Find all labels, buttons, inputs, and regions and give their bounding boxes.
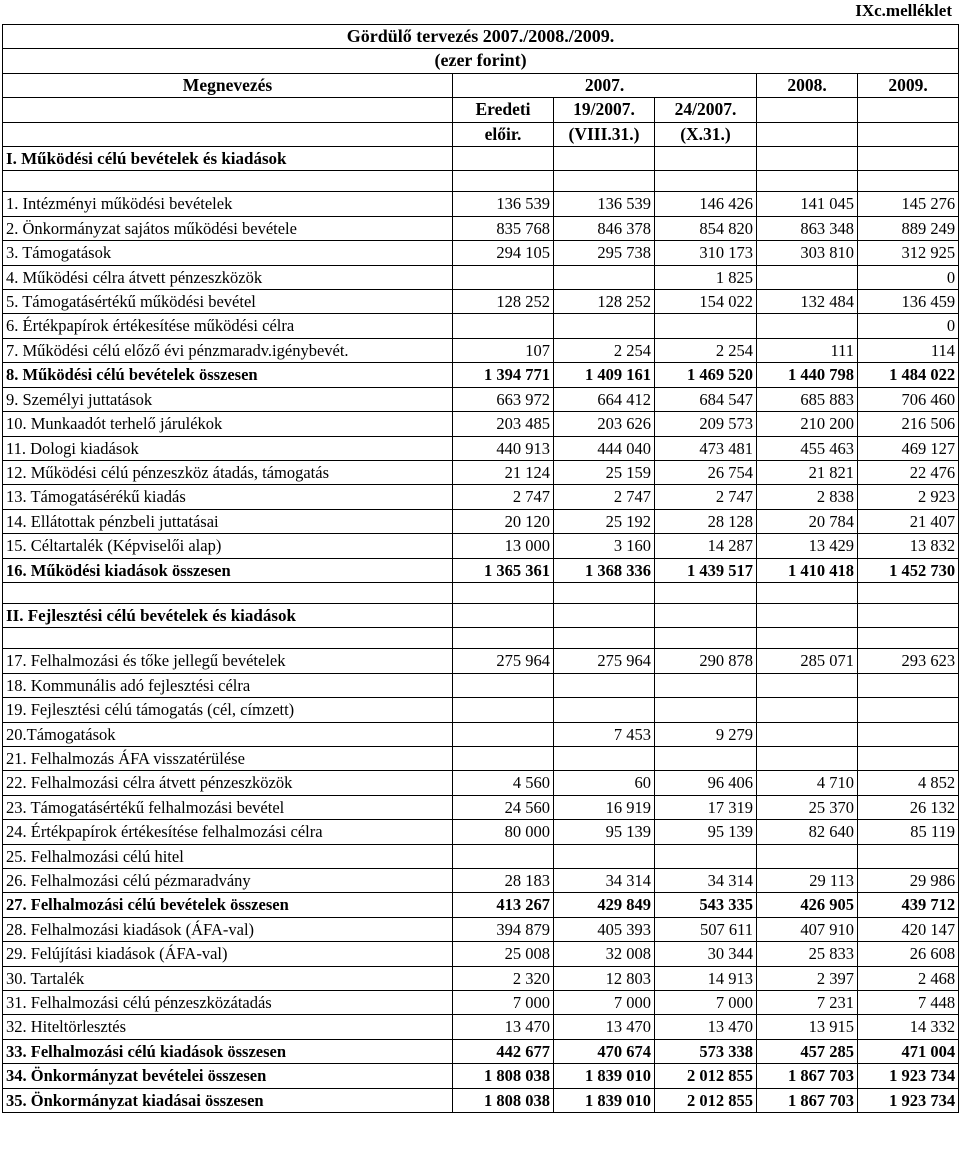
row-value: 1 439 517 (655, 558, 757, 582)
row-value: 95 139 (655, 820, 757, 844)
table-row (3, 820, 959, 844)
unit-label: (ezer forint) (3, 49, 959, 73)
row-value: 114 (858, 338, 959, 362)
row-value: 13 000 (453, 534, 554, 558)
row-label: 18. Kommunális adó fejlesztési célra (3, 673, 453, 697)
row-value: 7 000 (453, 991, 554, 1015)
row-label: 11. Dologi kiadások (3, 436, 453, 460)
row-value: 2 254 (554, 338, 655, 362)
row-value: 145 276 (858, 192, 959, 216)
row-label: 22. Felhalmozási célra átvett pénzeszközök (3, 771, 453, 795)
row-value: 664 412 (554, 387, 655, 411)
row-label: 19. Fejlesztési célú támogatás (cél, címzett) (3, 698, 453, 722)
row-value: 275 964 (453, 649, 554, 673)
table-row (3, 1039, 959, 1063)
row-value: 4 710 (757, 771, 858, 795)
row-value: 28 183 (453, 869, 554, 893)
table-row (3, 509, 959, 533)
row-value: 28 128 (655, 509, 757, 533)
row-value (757, 722, 858, 746)
row-value: 685 883 (757, 387, 858, 411)
row-value: 394 879 (453, 917, 554, 941)
table-row (3, 795, 959, 819)
header-year-2009: 2009. (858, 73, 959, 97)
row-value: 294 105 (453, 241, 554, 265)
row-value: 285 071 (757, 649, 858, 673)
row-value: 1 452 730 (858, 558, 959, 582)
row-label: 7. Működési célú előző évi pénzmaradv.igénybevét. (3, 338, 453, 362)
row-value: 1 409 161 (554, 363, 655, 387)
row-value (554, 844, 655, 868)
section-1-title: I. Működési célú bevételek és kiadások (3, 147, 453, 171)
row-value (655, 844, 757, 868)
row-value: 21 407 (858, 509, 959, 533)
row-value: 25 008 (453, 942, 554, 966)
row-value: 1 867 703 (757, 1064, 858, 1088)
table-row (3, 1088, 959, 1112)
header-mod2-2: (X.31.) (655, 122, 757, 146)
row-value: 293 623 (858, 649, 959, 673)
row-value: 141 045 (757, 192, 858, 216)
row-value: 96 406 (655, 771, 757, 795)
row-value: 4 560 (453, 771, 554, 795)
row-value (453, 746, 554, 770)
row-label: 10. Munkaadót terhelő járulékok (3, 412, 453, 436)
row-value: 0 (858, 314, 959, 338)
row-label: 30. Tartalék (3, 966, 453, 990)
row-value: 34 314 (655, 869, 757, 893)
header-original-2: előir. (453, 122, 554, 146)
row-label: 28. Felhalmozási kiadások (ÁFA-val) (3, 917, 453, 941)
row-value: 7 000 (554, 991, 655, 1015)
row-value: 132 484 (757, 290, 858, 314)
table-row (3, 1015, 959, 1039)
row-value: 420 147 (858, 917, 959, 941)
row-value: 854 820 (655, 216, 757, 240)
row-value: 295 738 (554, 241, 655, 265)
row-value: 7 448 (858, 991, 959, 1015)
row-value: 429 849 (554, 893, 655, 917)
row-value (655, 314, 757, 338)
row-value: 25 833 (757, 942, 858, 966)
row-value: 573 338 (655, 1039, 757, 1063)
row-value: 1 867 703 (757, 1088, 858, 1112)
table-row (3, 771, 959, 795)
annex-label: IXc.melléklet (855, 1, 952, 20)
table-row (3, 290, 959, 314)
row-value: 25 159 (554, 460, 655, 484)
section-2-title: II. Fejlesztési célú bevételek és kiadások (3, 603, 453, 627)
row-value (757, 698, 858, 722)
row-value: 1 365 361 (453, 558, 554, 582)
row-value (757, 314, 858, 338)
row-value (453, 722, 554, 746)
table-row (3, 387, 959, 411)
row-value: 663 972 (453, 387, 554, 411)
row-value (757, 746, 858, 770)
table-row (3, 893, 959, 917)
row-label: 24. Értékpapírok értékesítése felhalmozási célra (3, 820, 453, 844)
row-value: 1 440 798 (757, 363, 858, 387)
row-label: 35. Önkormányzat kiadásai összesen (3, 1088, 453, 1112)
row-value (453, 265, 554, 289)
row-label: 31. Felhalmozási célú pénzeszközátadás (3, 991, 453, 1015)
row-label: 16. Működési kiadások összesen (3, 558, 453, 582)
row-value: 2 012 855 (655, 1064, 757, 1088)
row-value (858, 722, 959, 746)
header-mod1-2: (VIII.31.) (554, 122, 655, 146)
row-value: 13 470 (554, 1015, 655, 1039)
row-value: 1 394 771 (453, 363, 554, 387)
row-label: 1. Intézményi működési bevételek (3, 192, 453, 216)
row-value: 25 192 (554, 509, 655, 533)
row-value (453, 673, 554, 697)
row-value: 439 712 (858, 893, 959, 917)
row-label: 29. Felújítási kiadások (ÁFA-val) (3, 942, 453, 966)
budget-table (2, 24, 959, 1113)
row-value: 1 839 010 (554, 1064, 655, 1088)
row-label: 27. Felhalmozási célú bevételek összesen (3, 893, 453, 917)
row-label: 14. Ellátottak pénzbeli juttatásai (3, 509, 453, 533)
row-value: 85 119 (858, 820, 959, 844)
row-label: 12. Működési célú pénzeszköz átadás, támogatás (3, 460, 453, 484)
row-value: 1 923 734 (858, 1088, 959, 1112)
row-label: 33. Felhalmozási célú kiadások összesen (3, 1039, 453, 1063)
row-label: 6. Értékpapírok értékesítése működési célra (3, 314, 453, 338)
row-value: 30 344 (655, 942, 757, 966)
row-label: 25. Felhalmozási célú hitel (3, 844, 453, 868)
row-value: 26 132 (858, 795, 959, 819)
table-row (3, 558, 959, 582)
row-value: 1 410 418 (757, 558, 858, 582)
row-value: 209 573 (655, 412, 757, 436)
row-value: 2 747 (554, 485, 655, 509)
row-value: 203 485 (453, 412, 554, 436)
row-value: 471 004 (858, 1039, 959, 1063)
row-value (858, 746, 959, 770)
row-value: 1 368 336 (554, 558, 655, 582)
row-value: 440 913 (453, 436, 554, 460)
row-value: 470 674 (554, 1039, 655, 1063)
row-value: 9 279 (655, 722, 757, 746)
table-row (3, 649, 959, 673)
row-value: 128 252 (453, 290, 554, 314)
row-value: 310 173 (655, 241, 757, 265)
table-row (3, 966, 959, 990)
header-mod2-1: 24/2007. (655, 98, 757, 122)
row-value (858, 698, 959, 722)
table-row (3, 991, 959, 1015)
table-row (3, 412, 959, 436)
row-value: 111 (757, 338, 858, 362)
row-label: 17. Felhalmozási és tőke jellegű bevételek (3, 649, 453, 673)
row-value: 444 040 (554, 436, 655, 460)
row-value: 1 469 520 (655, 363, 757, 387)
row-value: 2 012 855 (655, 1088, 757, 1112)
row-value: 7 231 (757, 991, 858, 1015)
row-value: 25 370 (757, 795, 858, 819)
row-value: 13 832 (858, 534, 959, 558)
row-value: 13 429 (757, 534, 858, 558)
row-value (655, 698, 757, 722)
row-label: 20.Támogatások (3, 722, 453, 746)
row-value (453, 314, 554, 338)
table-row (3, 192, 959, 216)
row-value: 29 986 (858, 869, 959, 893)
row-value: 17 319 (655, 795, 757, 819)
row-value: 136 539 (554, 192, 655, 216)
row-value: 60 (554, 771, 655, 795)
row-value: 473 481 (655, 436, 757, 460)
row-value: 146 426 (655, 192, 757, 216)
table-row (3, 363, 959, 387)
row-value: 2 254 (655, 338, 757, 362)
table-row (3, 436, 959, 460)
row-value (858, 673, 959, 697)
row-value (554, 265, 655, 289)
row-value (757, 844, 858, 868)
row-value: 13 470 (453, 1015, 554, 1039)
row-label: 26. Felhalmozási célú pézmaradvány (3, 869, 453, 893)
row-value: 14 913 (655, 966, 757, 990)
table-row (3, 917, 959, 941)
row-value (655, 746, 757, 770)
row-value: 136 539 (453, 192, 554, 216)
row-value: 203 626 (554, 412, 655, 436)
row-value: 303 810 (757, 241, 858, 265)
row-value: 863 348 (757, 216, 858, 240)
row-label: 23. Támogatásértékű felhalmozási bevétel (3, 795, 453, 819)
row-value: 290 878 (655, 649, 757, 673)
row-label: 34. Önkormányzat bevételei összesen (3, 1064, 453, 1088)
row-value: 442 677 (453, 1039, 554, 1063)
row-value: 413 267 (453, 893, 554, 917)
row-value (655, 673, 757, 697)
row-value: 95 139 (554, 820, 655, 844)
row-value: 426 905 (757, 893, 858, 917)
table-row (3, 869, 959, 893)
row-label: 9. Személyi juttatások (3, 387, 453, 411)
row-value: 128 252 (554, 290, 655, 314)
row-value: 26 608 (858, 942, 959, 966)
row-value: 7 453 (554, 722, 655, 746)
row-value: 407 910 (757, 917, 858, 941)
row-label: 15. Céltartalék (Képviselői alap) (3, 534, 453, 558)
row-value (757, 673, 858, 697)
row-value: 846 378 (554, 216, 655, 240)
row-value: 26 754 (655, 460, 757, 484)
row-value: 3 160 (554, 534, 655, 558)
row-value: 2 747 (655, 485, 757, 509)
row-label: 4. Működési célra átvett pénzeszközök (3, 265, 453, 289)
row-value (554, 698, 655, 722)
table-row (3, 1064, 959, 1088)
header-original-1: Eredeti (453, 98, 554, 122)
header-name: Megnevezés (3, 73, 453, 97)
row-value: 312 925 (858, 241, 959, 265)
row-value: 82 640 (757, 820, 858, 844)
row-label: 13. Támogatásérékű kiadás (3, 485, 453, 509)
row-label: 3. Támogatások (3, 241, 453, 265)
row-value: 12 803 (554, 966, 655, 990)
row-value (453, 844, 554, 868)
row-value: 1 808 038 (453, 1088, 554, 1112)
row-value: 2 838 (757, 485, 858, 509)
row-value: 7 000 (655, 991, 757, 1015)
table-row (3, 338, 959, 362)
row-value (858, 844, 959, 868)
row-value: 107 (453, 338, 554, 362)
row-value: 34 314 (554, 869, 655, 893)
row-value: 0 (858, 265, 959, 289)
row-value: 20 120 (453, 509, 554, 533)
table-row (3, 673, 959, 697)
row-value: 706 460 (858, 387, 959, 411)
row-value: 1 825 (655, 265, 757, 289)
row-value: 507 611 (655, 917, 757, 941)
row-value: 14 287 (655, 534, 757, 558)
row-value: 13 915 (757, 1015, 858, 1039)
table-row (3, 534, 959, 558)
row-value: 21 124 (453, 460, 554, 484)
table-row (3, 485, 959, 509)
table-row (3, 722, 959, 746)
row-value: 469 127 (858, 436, 959, 460)
row-value: 1 808 038 (453, 1064, 554, 1088)
row-value: 154 022 (655, 290, 757, 314)
row-value: 14 332 (858, 1015, 959, 1039)
row-value: 24 560 (453, 795, 554, 819)
row-value: 4 852 (858, 771, 959, 795)
row-value: 455 463 (757, 436, 858, 460)
row-value: 405 393 (554, 917, 655, 941)
row-value: 2 923 (858, 485, 959, 509)
table-row (3, 746, 959, 770)
row-value: 2 468 (858, 966, 959, 990)
row-value: 22 476 (858, 460, 959, 484)
row-value: 1 923 734 (858, 1064, 959, 1088)
row-value: 216 506 (858, 412, 959, 436)
document-title: Gördülő tervezés 2007./2008./2009. (3, 25, 959, 49)
row-value: 1 839 010 (554, 1088, 655, 1112)
row-label: 21. Felhalmozás ÁFA visszatérülése (3, 746, 453, 770)
row-value: 80 000 (453, 820, 554, 844)
table-row (3, 942, 959, 966)
row-value: 20 784 (757, 509, 858, 533)
table-row (3, 698, 959, 722)
row-value: 13 470 (655, 1015, 757, 1039)
header-mod1-1: 19/2007. (554, 98, 655, 122)
table-row (3, 844, 959, 868)
row-value: 2 320 (453, 966, 554, 990)
row-value: 21 821 (757, 460, 858, 484)
row-value (554, 314, 655, 338)
header-year-2007: 2007. (453, 73, 757, 97)
row-value: 16 919 (554, 795, 655, 819)
row-value: 32 008 (554, 942, 655, 966)
table-row (3, 265, 959, 289)
row-value (554, 746, 655, 770)
row-label: 8. Működési célú bevételek összesen (3, 363, 453, 387)
row-value (757, 265, 858, 289)
table-row (3, 314, 959, 338)
row-value: 275 964 (554, 649, 655, 673)
row-value: 136 459 (858, 290, 959, 314)
row-label: 2. Önkormányzat sajátos működési bevétele (3, 216, 453, 240)
row-value: 835 768 (453, 216, 554, 240)
row-value (554, 673, 655, 697)
row-label: 32. Hiteltörlesztés (3, 1015, 453, 1039)
table-row (3, 216, 959, 240)
row-value (453, 698, 554, 722)
row-value: 2 747 (453, 485, 554, 509)
table-row (3, 241, 959, 265)
row-label: 5. Támogatásértékű működési bevétel (3, 290, 453, 314)
row-value: 2 397 (757, 966, 858, 990)
row-value: 29 113 (757, 869, 858, 893)
row-value: 684 547 (655, 387, 757, 411)
row-value: 457 285 (757, 1039, 858, 1063)
row-value: 889 249 (858, 216, 959, 240)
table-row (3, 460, 959, 484)
row-value: 210 200 (757, 412, 858, 436)
row-value: 543 335 (655, 893, 757, 917)
header-year-2008: 2008. (757, 73, 858, 97)
row-value: 1 484 022 (858, 363, 959, 387)
